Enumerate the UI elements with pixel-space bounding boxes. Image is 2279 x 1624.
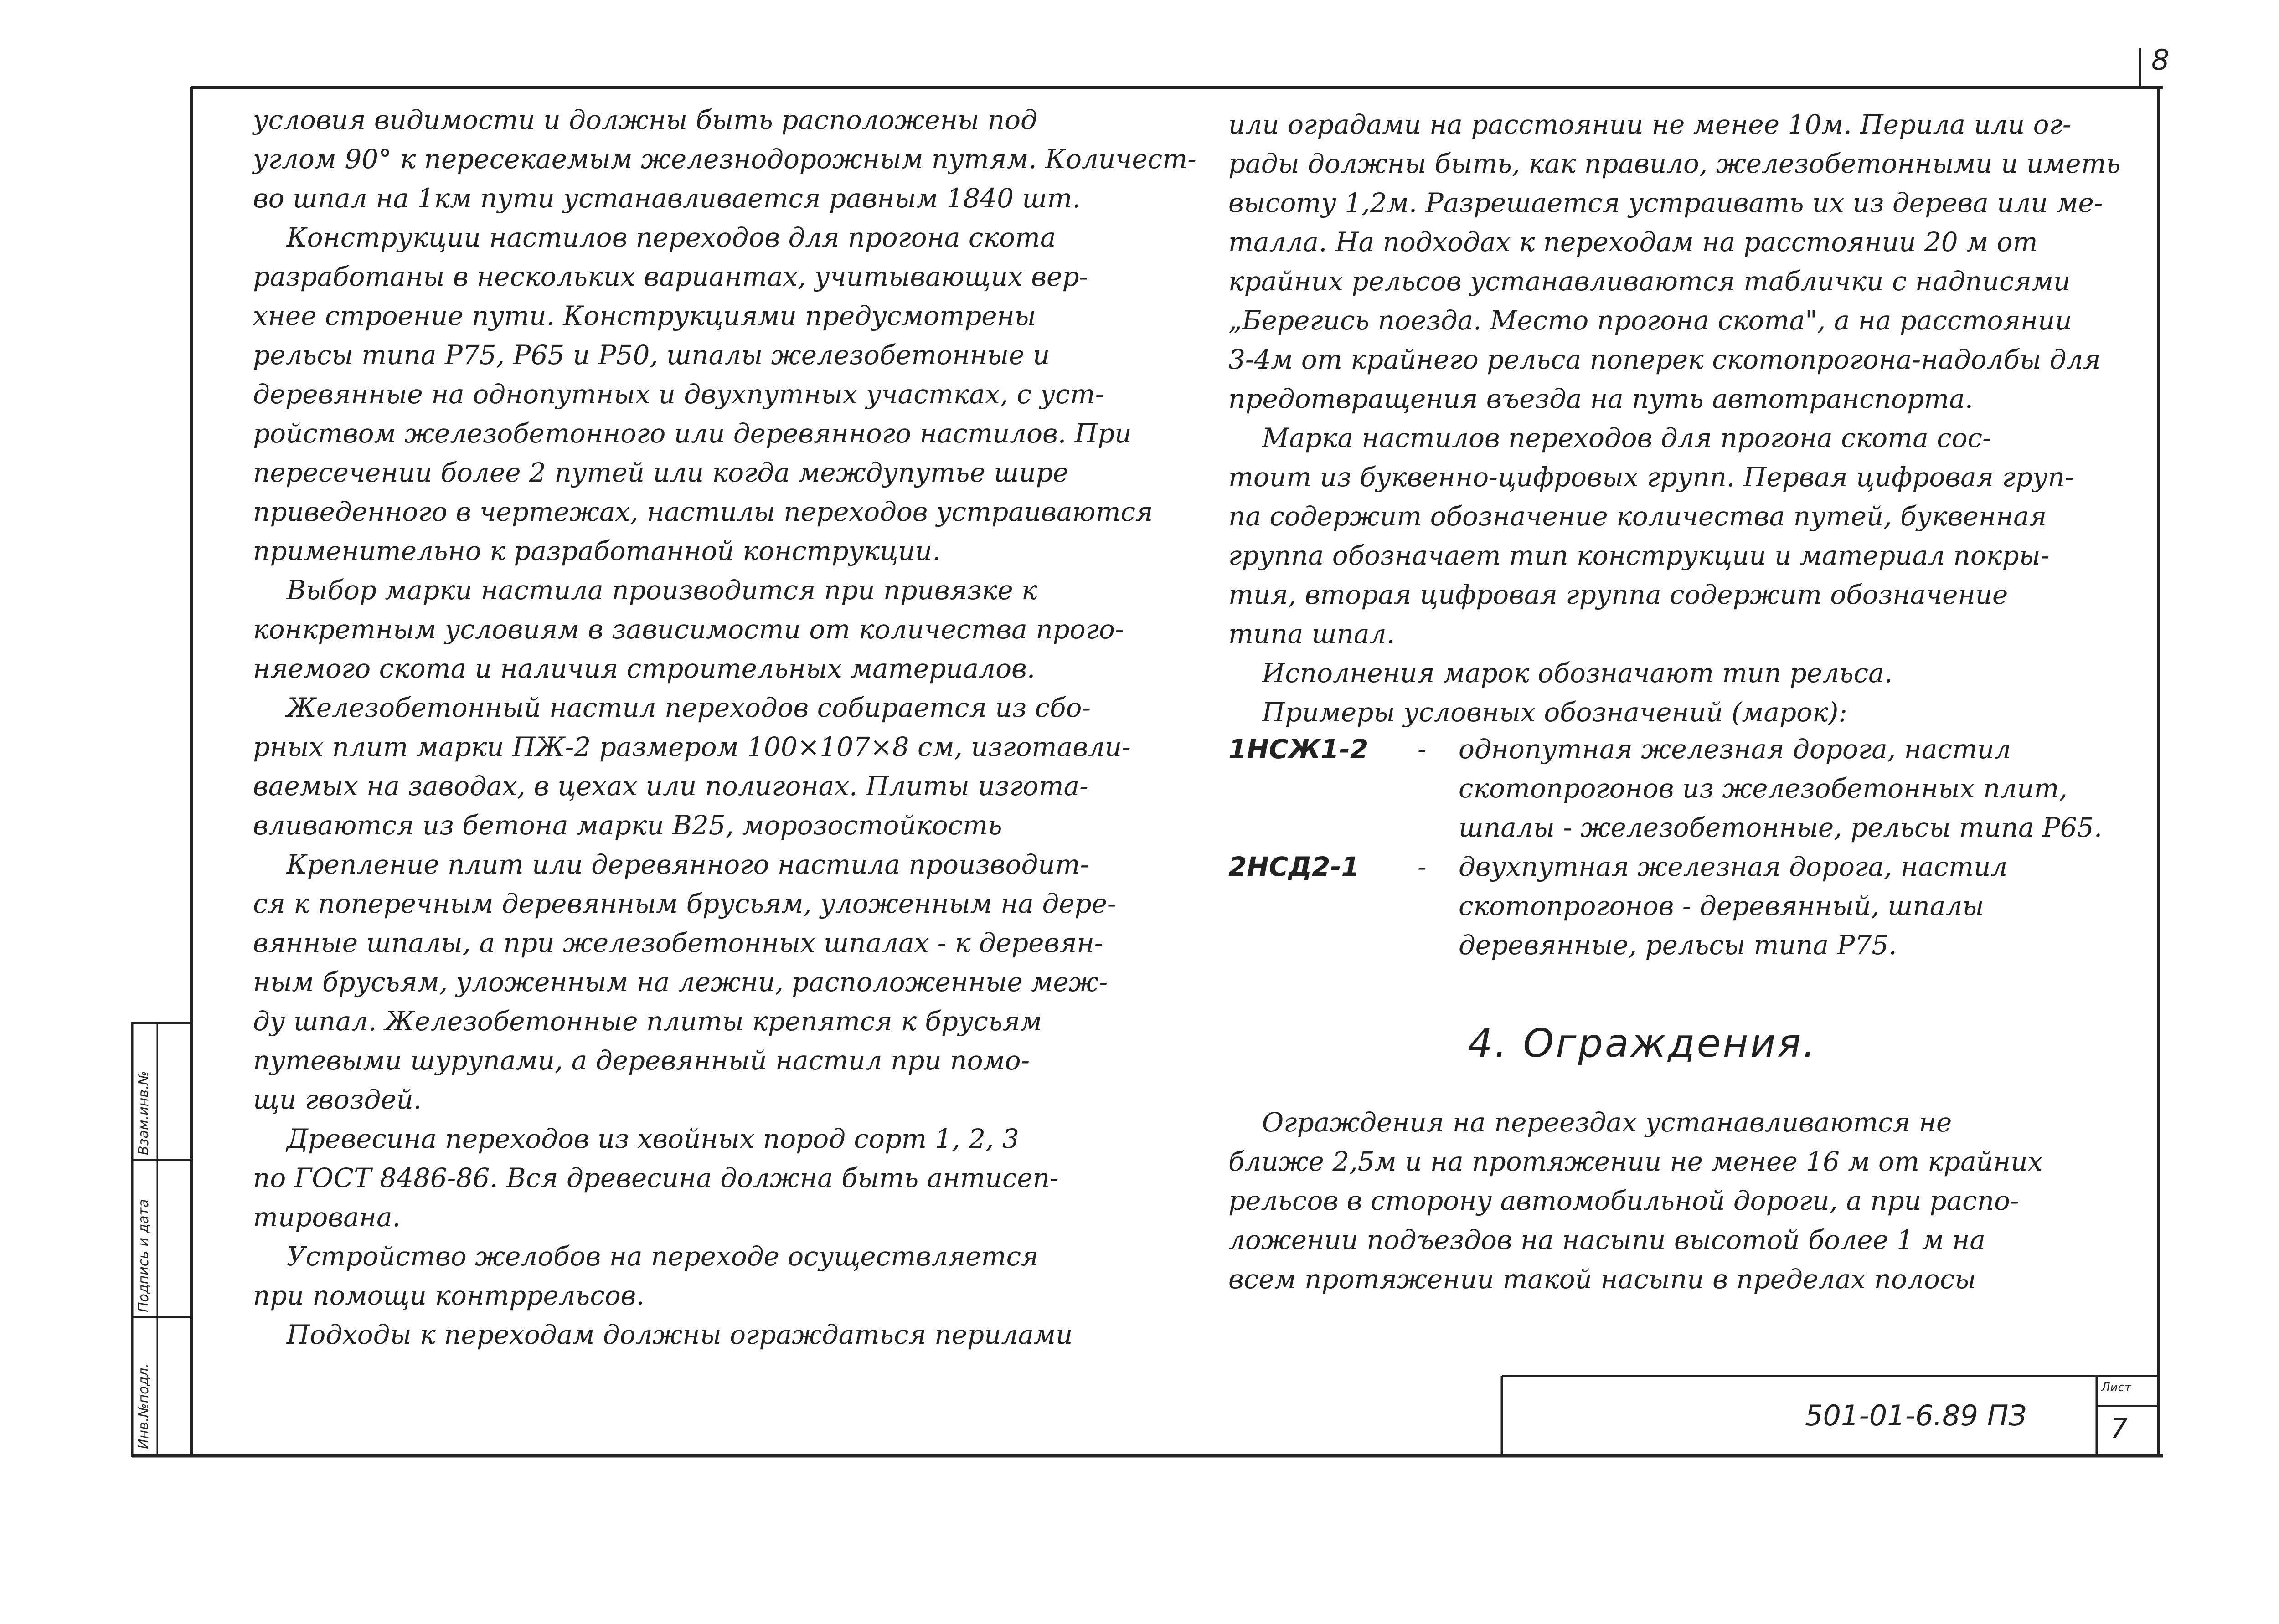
text-line: ваемых на заводах, в цехах или полигонах. Плиты изгота- [253,771,1088,802]
section-text [1228,1103,2042,1299]
example-mark: 1НСЖ1-2 [1228,734,1369,765]
stamp-signature-date: Подпись и дата [136,1199,152,1312]
text-line: Конструкции настилов переходов для прогона скота [253,222,1056,253]
text-line: ся к поперечным деревянным брусьям, уложенным на дере- [253,888,1116,919]
text-line: типа шпал. [1228,618,1395,649]
text-line: Железобетонный настил переходов собирается из сбо- [253,692,1091,723]
text-line: высоту 1,2м. Разрешается устраивать их из дерева или ме- [1228,187,2103,218]
example-mark: 2НСД2-1 [1228,851,1360,882]
text-line: Марка настилов переходов для прогона скота сос- [1228,422,1991,453]
text-line: группа обозначает тип конструкции и материал покры- [1228,540,2050,571]
example-description-line: деревянные, рельсы типа Р75. [1459,930,1897,961]
example-description-line: однопутная железная дорога, настил [1459,734,2011,765]
text-line: крайних рельсов устанавливаются таблички с надписями [1228,266,2071,297]
text-line: рных плит марки ПЖ-2 размером 100×107×8 см, изготавли- [253,731,1131,762]
text-line: конкретным условиям в зависимости от количества прого- [253,614,1124,645]
text-line: няемого скота и наличия строительных материалов. [253,653,1036,684]
text-line: тоит из буквенно-цифровых групп. Первая цифровая груп- [1228,462,2074,493]
text-line: углом 90° к пересекаемым железнодорожным путям. Количест- [253,144,1196,175]
text-line: ду шпал. Железобетонные плиты крепятся к брусьям [253,1006,1042,1037]
text-line: вливаются из бетона марки В25, морозостойкость [253,810,1002,841]
example-description-line: шпалы - железобетонные, рельсы типа Р65. [1459,812,2103,843]
text-line: условия видимости и должны быть расположены под [253,104,1037,135]
text-line: пересечении более 2 путей или когда междупутье шире [253,457,1069,488]
sheet-label: Лист [2101,1381,2131,1394]
text-line: вянные шпалы, а при железобетонных шпалах - к деревян- [253,927,1103,958]
text-line: ройством железобетонного или деревянного настилов. При [253,418,1132,449]
text-line: ным брусьям, уложенным на лежни, расположенные меж- [253,966,1108,997]
left-text-column [253,100,1210,1354]
text-line: ближе 2,5м и на протяжении не менее 16 м от крайних [1228,1146,2043,1177]
text-line: всем протяжении такой насыпи в пределах полосы [1228,1264,1976,1295]
text-line: деревянные на однопутных и двухпутных участках, с уст- [253,379,1104,410]
stamp-inv-no: Инв.№подл. [136,1363,152,1449]
text-line: Устройство желобов на переходе осуществляется [253,1241,1039,1272]
text-line: предотвращения въезда на путь автотранспорта. [1228,383,1974,414]
text-line: Исполнения марок обозначают тип рельса. [1228,658,1893,689]
text-line: рады должны быть, как правило, железобетонными и иметь [1228,148,2121,179]
text-line: „Берегись поезда. Место прогона скота", а на расстоянии [1228,305,2072,336]
corner-page-number: 8 [2151,43,2170,77]
section-heading: 4. Ограждения. [1468,1021,1817,1066]
text-line: Подходы к переходам должны ограждаться перилами [253,1319,1073,1350]
text-line: разработаны в нескольких вариантах, учитывающих вер- [253,261,1088,292]
text-line: талла. На подходах к переходам на расстоянии 20 м от [1228,226,2038,257]
text-line: тирована. [253,1202,401,1233]
text-line: применительно к разработанной конструкции. [253,535,941,566]
text-line: 3-4м от крайнего рельса поперек скотопрогона-надолбы для [1228,344,2101,375]
text-line: щи гвоздей. [253,1084,422,1115]
sheet-number: 7 [2110,1413,2128,1444]
document-number: 501-01-6.89 ПЗ [1805,1399,2027,1432]
text-line: путевыми шурупами, а деревянный настил при помо- [253,1045,1030,1076]
text-line: приведенного в чертежах, настилы переходов устраиваются [253,496,1153,527]
text-line: Крепление плит или деревянного настила производит- [253,849,1089,880]
text-line: тия, вторая цифровая группа содержит обозначение [1228,579,2008,610]
text-line: па содержит обозначение количества путей, буквенная [1228,501,2047,532]
text-line: или оградами на расстоянии не менее 10м. Перила или ог- [1228,109,2072,140]
example-description-line: скотопрогонов - деревянный, шпалы [1459,890,1984,921]
example-dash: - [1418,734,1427,765]
text-line: Выбор марки настила производится при привязке к [253,575,1037,606]
example-description-line: скотопрогонов из железобетонных плит, [1459,773,2068,804]
right-text-column [1228,105,2140,732]
text-line: Ограждения на переездах устанавливаются не [1228,1107,1952,1138]
text-line: ложении подъездов на насыпи высотой более 1 м на [1228,1224,1985,1255]
text-line: по ГОСТ 8486-86. Вся древесина должна быть антисеп- [253,1162,1059,1193]
example-dash: - [1418,851,1427,882]
example-description-line: двухпутная железная дорога, настил [1459,851,2008,882]
text-line: Древесина переходов из хвойных пород сорт 1, 2, 3 [253,1123,1019,1154]
text-line: рельсы типа Р75, Р65 и Р50, шпалы железобетонные и [253,339,1050,370]
text-line: Примеры условных обозначений (марок): [1228,697,1847,728]
text-line: во шпал на 1км пути устанавливается равным 1840 шт. [253,183,1081,214]
text-line: при помощи контррельсов. [253,1280,645,1311]
stamp-replaced-inv: Взам.инв.№ [136,1071,152,1155]
text-line: хнее строение пути. Конструкциями предусмотрены [253,300,1036,331]
text-line: рельсов в сторону автомобильной дороги, а при распо- [1228,1185,2019,1216]
